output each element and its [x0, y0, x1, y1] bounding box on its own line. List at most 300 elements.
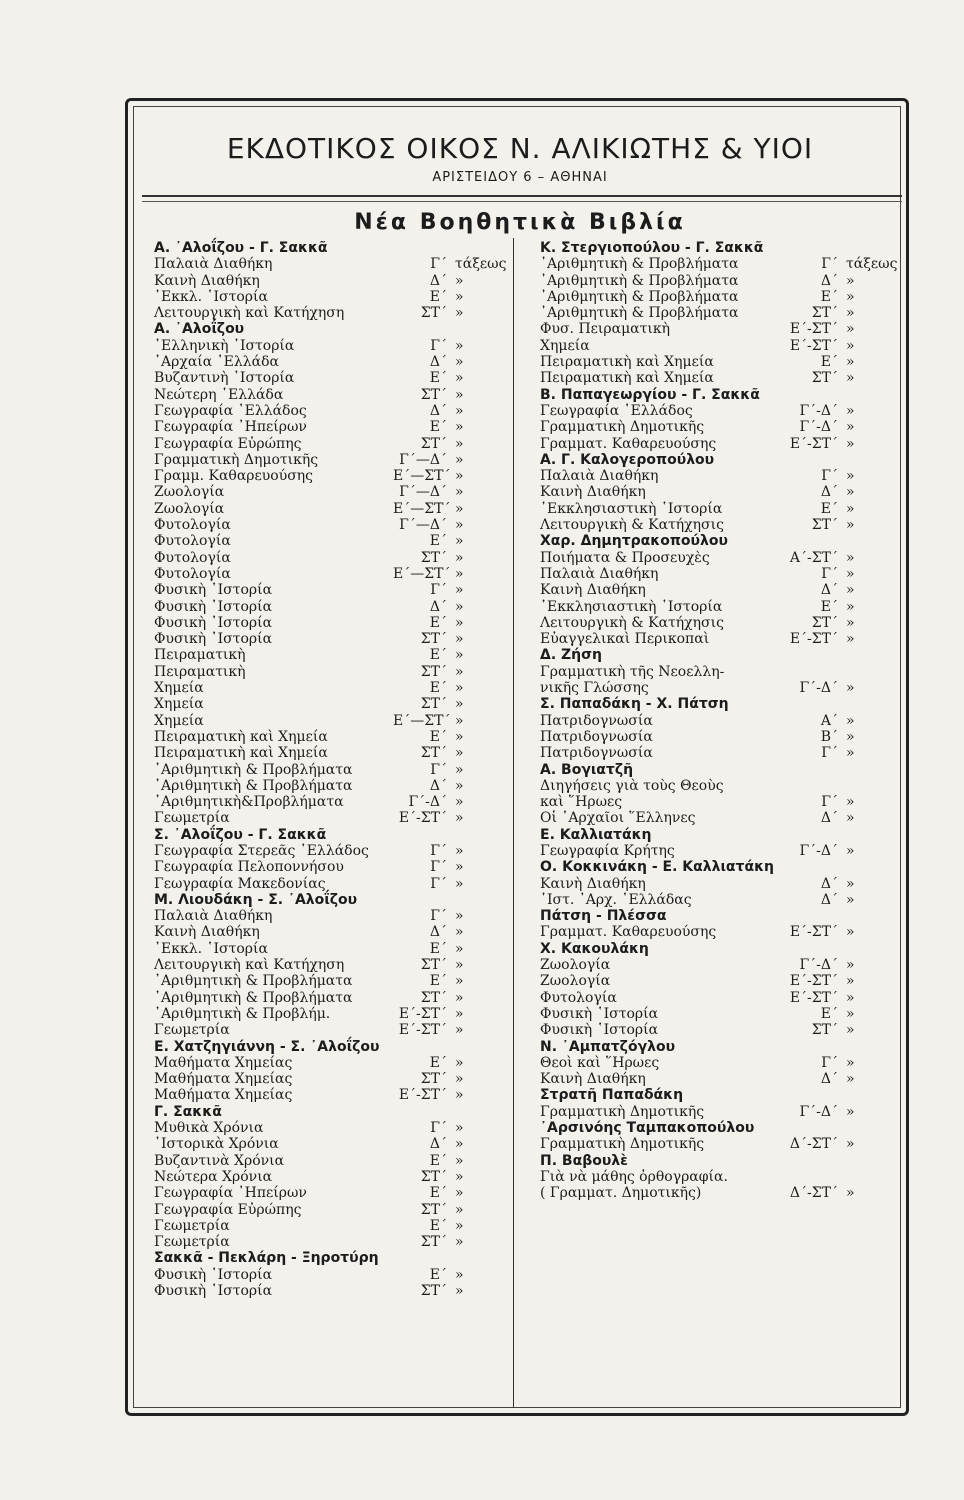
book-grade: ΣΤ΄: [811, 305, 838, 322]
book-grade: ΣΤ΄: [811, 370, 838, 387]
section-author: Α. ᾿Αλοΐζου - Γ. Σακκᾶ: [154, 240, 328, 256]
book-grade: Ε΄: [429, 680, 447, 697]
book-class-mark: »: [455, 777, 464, 794]
book-entry: [154, 1153, 499, 1169]
book-entry: [154, 1169, 499, 1185]
book-title: Γραμματ. Καθαρευούσης: [540, 435, 717, 452]
book-grade: ΣΤ΄: [420, 386, 447, 403]
book-class-mark: »: [846, 1022, 855, 1039]
book-grade: Γ΄: [821, 745, 838, 762]
book-entry: [154, 924, 499, 940]
book-class-mark: »: [455, 370, 464, 387]
book-entry: [154, 370, 499, 386]
book-entry: [540, 403, 890, 419]
book-class-mark: »: [455, 419, 464, 436]
book-title: Γεωμετρία: [154, 1022, 230, 1039]
header-rule-thin: [142, 201, 902, 202]
book-title: ᾿Αριθμητικὴ & Προβλήματα: [154, 761, 353, 778]
book-grade: Α΄: [820, 712, 838, 729]
book-grade: Ε΄-ΣΤ΄: [789, 973, 838, 990]
book-class-mark: »: [455, 696, 464, 713]
book-title: Φυτολογία: [154, 533, 231, 550]
book-class-mark: »: [846, 1071, 855, 1088]
book-title: Βυζαντινὴ ῾Ιστορία: [154, 370, 295, 387]
book-title: Πειραματικὴ: [154, 647, 246, 664]
book-title: καὶ ῞Ηρωες: [540, 794, 623, 811]
book-entry: [540, 664, 890, 680]
book-class-mark: »: [455, 1120, 464, 1137]
book-grade: ΣΤ΄: [420, 305, 447, 322]
book-grade: Ε΄-ΣΤ΄: [789, 337, 838, 354]
book-grade: Ε΄: [429, 940, 447, 957]
book-entry: [154, 1185, 499, 1201]
book-class-mark: »: [455, 402, 464, 419]
book-title: ᾿Εκκλησιαστικὴ ῾Ιστορία: [540, 598, 723, 615]
book-class-mark: »: [455, 272, 464, 289]
left-column: [154, 240, 507, 1299]
book-class-mark: »: [455, 484, 464, 501]
book-entry: [540, 419, 890, 435]
book-title: Γιὰ νὰ μάθης ὀρθογραφία.: [540, 1168, 728, 1185]
book-title: Λειτουργικὴ & Κατήχησις: [540, 517, 724, 534]
book-title: Γεωμετρία: [154, 1234, 230, 1251]
book-entry: [540, 289, 890, 305]
book-title: ῾Ελληνικὴ ῾Ιστορία: [154, 337, 295, 354]
section-author: Ε. Καλλιατάκη: [540, 826, 652, 843]
book-class-mark: »: [846, 1103, 855, 1120]
book-class-mark: »: [455, 663, 464, 680]
book-class-mark: »: [455, 1022, 464, 1039]
book-grade: Ε΄: [820, 288, 838, 305]
book-grade: Ε΄: [820, 354, 838, 371]
book-class-mark: »: [846, 891, 855, 908]
book-title: Φυτολογία: [154, 565, 231, 582]
book-title: Παλαιὰ Διαθήκη: [540, 565, 659, 582]
book-title: Θεοὶ καὶ ῞Ηρωες: [540, 1054, 660, 1071]
book-title: Μυθικὰ Χρόνια: [154, 1120, 264, 1137]
book-grade: Ε΄: [429, 370, 447, 387]
book-class-mark: »: [846, 680, 855, 697]
book-class-mark: »: [455, 957, 464, 974]
book-grade: Δ΄: [429, 777, 447, 794]
section-author: ᾿Αρσινόης Ταμπακοπούλου: [540, 1120, 755, 1137]
book-class-mark: »: [846, 468, 855, 485]
book-grade: Δ΄: [820, 810, 838, 827]
section-author: Μ. Λιουδάκη - Σ. ᾿Αλοΐζου: [154, 891, 358, 908]
book-class-mark: »: [455, 940, 464, 957]
book-title: Ζωολογία: [540, 973, 611, 990]
book-entry: [154, 1120, 499, 1136]
book-grade: Γ΄: [430, 908, 447, 925]
book-title: ( Γραμματ. Δημοτικῆς): [540, 1185, 702, 1202]
book-entry: [540, 321, 890, 337]
section-author: Σ. Παπαδάκη - Χ. Πάτση: [540, 696, 729, 713]
book-title: Μαθήματα Χημείας: [154, 1071, 293, 1088]
book-class-mark: »: [455, 451, 464, 468]
book-class-mark: »: [455, 859, 464, 876]
book-entry: [154, 468, 499, 484]
book-title: Παλαιὰ Διαθήκη: [154, 908, 273, 925]
book-title: Νεώτερη ῾Ελλάδα: [154, 386, 284, 403]
book-class-mark: »: [455, 598, 464, 615]
book-title: Γεωγραφία Μακεδονίας: [154, 875, 326, 892]
book-grade: Ε΄: [820, 598, 838, 615]
book-entry: [154, 990, 499, 1006]
book-class-mark: »: [846, 288, 855, 305]
book-class-mark: »: [455, 1217, 464, 1234]
book-class-mark: »: [455, 1266, 464, 1283]
book-grade: Ε΄-ΣΤ΄: [398, 1005, 447, 1022]
book-title: Φυσικὴ ῾Ιστορία: [154, 1283, 273, 1299]
book-grade: Δ΄-ΣΤ΄: [789, 1185, 838, 1202]
column-divider: [513, 238, 514, 1408]
book-title: Ζωολογία: [540, 957, 611, 974]
book-class-mark: »: [846, 598, 855, 615]
book-title: Χημεία: [154, 712, 204, 729]
book-title: Μαθήματα Χημείας: [154, 1087, 293, 1104]
book-grade: Γ΄—Δ΄: [399, 451, 447, 468]
book-grade: Ε΄: [429, 1217, 447, 1234]
book-title: ᾿Αρχαία ῾Ελλάδα: [154, 354, 279, 371]
book-entry: [154, 273, 499, 289]
book-class-mark: »: [455, 1152, 464, 1169]
book-class-mark: »: [846, 1054, 855, 1071]
book-class-mark: »: [455, 1136, 464, 1153]
page-heading: Νέα Βοηθητικὰ Βιβλία: [354, 210, 686, 235]
book-entry: [154, 452, 499, 468]
book-entry: [154, 354, 499, 370]
book-class-mark: »: [455, 924, 464, 941]
book-title: ᾿Αριθμητικὴ & Προβλήμ.: [154, 1005, 331, 1022]
book-title: Χημεία: [540, 337, 590, 354]
book-entry: [154, 1087, 499, 1103]
book-entry: [540, 1055, 890, 1071]
book-grade: Δ΄: [429, 598, 447, 615]
book-grade: Γ΄: [430, 1120, 447, 1137]
book-grade: Γ΄—Δ΄: [399, 517, 447, 534]
book-entry: [540, 973, 890, 989]
book-grade: ΣΤ΄: [420, 549, 447, 566]
book-title: Καινὴ Διαθήκη: [540, 484, 646, 501]
book-entry: [154, 1218, 499, 1234]
book-grade: Δ΄: [820, 1071, 838, 1088]
section-author: Ο. Κοκκινάκη - Ε. Καλλιατάκη: [540, 859, 775, 876]
book-entry: [540, 713, 890, 729]
book-entry: [154, 794, 499, 810]
book-grade: Ε΄-ΣΤ΄: [789, 321, 838, 338]
book-grade: ΣΤ΄: [420, 663, 447, 680]
book-title: ῾Ιστ. ᾿Αρχ. ῾Ελλάδας: [540, 891, 692, 908]
book-title: νικῆς Γλώσσης: [540, 680, 649, 697]
book-class-mark: »: [846, 321, 855, 338]
book-class-mark: »: [846, 1136, 855, 1153]
book-grade: Ε΄—ΣΤ΄: [393, 468, 451, 485]
book-class-mark: »: [846, 794, 855, 811]
book-class-mark: »: [455, 842, 464, 859]
book-entry: [540, 778, 890, 794]
book-class-mark: »: [455, 1201, 464, 1218]
book-grade: Δ΄-ΣΤ΄: [789, 1136, 838, 1153]
book-class-mark: »: [455, 1234, 464, 1251]
book-title: Καινὴ Διαθήκη: [154, 272, 260, 289]
header-rule: [142, 195, 902, 197]
book-entry: [540, 273, 890, 289]
section-author: Πάτση - Πλέσσα: [540, 908, 667, 925]
book-grade: ΣΤ΄: [420, 1201, 447, 1218]
book-grade: Ε΄—ΣΤ΄: [393, 712, 451, 729]
book-entry: [540, 484, 890, 500]
section-author: Χ. Κακουλάκη: [540, 940, 649, 957]
book-title: ᾿Εκκλησιαστικὴ ῾Ιστορία: [540, 500, 723, 517]
book-class-mark: »: [455, 549, 464, 566]
book-entry: [154, 1071, 499, 1087]
book-title: ᾿Αριθμητικὴ & Προβλήματα: [540, 288, 739, 305]
book-title: ᾿Αριθμητικὴ&Προβλήματα: [154, 794, 344, 811]
book-class-mark: »: [455, 794, 464, 811]
book-title: Πειραματικὴ καὶ Χημεία: [154, 728, 328, 745]
book-title: Λειτουργικὴ καὶ Κατήχηση: [154, 957, 345, 974]
book-class-mark: »: [846, 565, 855, 582]
book-grade: Ε΄-ΣΤ΄: [789, 924, 838, 941]
book-title: Γραμματικὴ τῆς Νεοελλη-: [540, 663, 725, 680]
book-title: Καινὴ Διαθήκη: [154, 924, 260, 941]
book-entry: [154, 1267, 499, 1283]
book-class-mark: τάξεως: [846, 256, 898, 273]
book-title: Πειραματικὴ καὶ Χημεία: [540, 370, 714, 387]
book-grade: ΣΤ΄: [811, 517, 838, 534]
book-title: Γεωγραφία ᾿Ηπείρων: [154, 1185, 307, 1202]
book-entry: [154, 1234, 499, 1250]
book-title: Γεωμετρία: [154, 1217, 230, 1234]
book-entry: [154, 859, 499, 875]
book-title: Φυσικὴ ῾Ιστορία: [154, 631, 273, 648]
book-title: Χημεία: [154, 696, 204, 713]
book-entry: [540, 1022, 890, 1038]
book-grade: Γ΄: [821, 794, 838, 811]
book-entry: [154, 338, 499, 354]
book-class-mark: »: [846, 745, 855, 762]
book-entry: [154, 1202, 499, 1218]
book-entry: [154, 713, 499, 729]
book-title: Νεώτερα Χρόνια: [154, 1168, 273, 1185]
book-title: Πατριδογνωσία: [540, 728, 653, 745]
book-class-mark: »: [846, 305, 855, 322]
book-entry: [540, 1104, 890, 1120]
book-entry: [540, 517, 890, 533]
book-title: Πατριδογνωσία: [540, 745, 653, 762]
book-grade: Γ΄: [430, 582, 447, 599]
book-entry: [154, 696, 499, 712]
book-grade: Γ΄-Δ΄: [799, 680, 838, 697]
book-class-mark: »: [455, 337, 464, 354]
book-class-mark: »: [455, 435, 464, 452]
book-grade: Γ΄-Δ΄: [799, 842, 838, 859]
book-entry: [154, 599, 499, 615]
book-grade: Ε΄: [429, 419, 447, 436]
book-class-mark: »: [846, 354, 855, 371]
book-class-mark: »: [846, 500, 855, 517]
book-grade: Ε΄-ΣΤ΄: [789, 435, 838, 452]
book-class-mark: »: [455, 614, 464, 631]
book-class-mark: »: [846, 582, 855, 599]
book-entry: [154, 501, 499, 517]
book-grade: Ε΄: [429, 533, 447, 550]
book-entry: [540, 370, 890, 386]
book-title: ᾿Εκκλ. ῾Ιστορία: [154, 940, 268, 957]
book-entry: [154, 908, 499, 924]
book-entry: [154, 484, 499, 500]
book-entry: [540, 501, 890, 517]
book-entry: [540, 599, 890, 615]
book-entry: [540, 436, 890, 452]
book-class-mark: »: [455, 288, 464, 305]
book-entry: [540, 957, 890, 973]
book-grade: Γ΄-Δ΄: [799, 419, 838, 436]
book-title: Διηγήσεις γιὰ τοὺς Θεοὺς: [540, 777, 724, 794]
book-grade: [784, 664, 846, 680]
book-class-mark: »: [846, 1005, 855, 1022]
right-column: [540, 240, 898, 1202]
book-grade: Ε΄: [429, 728, 447, 745]
book-entry: [540, 550, 890, 566]
book-class-mark: »: [846, 631, 855, 648]
book-class-mark: »: [846, 973, 855, 990]
section-author: Στρατῆ Παπαδάκη: [540, 1087, 684, 1104]
book-title: Γεωγραφία ῾Ελλάδος: [540, 402, 693, 419]
book-class-mark: »: [455, 1185, 464, 1202]
book-grade: Δ΄: [429, 402, 447, 419]
book-class-mark: »: [455, 500, 464, 517]
book-title: ᾿Αριθμητικὴ & Προβλήματα: [154, 973, 353, 990]
book-title: Ποιήματα & Προσευχὲς: [540, 549, 710, 566]
book-grade: Ε΄: [429, 647, 447, 664]
book-class-mark: »: [846, 957, 855, 974]
book-grade: Ε΄—ΣΤ΄: [393, 565, 451, 582]
book-class-mark: »: [455, 647, 464, 664]
book-title: Καινὴ Διαθήκη: [540, 582, 646, 599]
book-grade: Γ΄-Δ΄: [799, 1103, 838, 1120]
section-author: Ε. Χατζηγιάννη - Σ. ᾿Αλοΐζου: [154, 1038, 380, 1055]
book-title: Φυτολογία: [540, 989, 617, 1006]
book-entry: [154, 289, 499, 305]
book-class-mark: »: [455, 908, 464, 925]
book-entry: [154, 419, 499, 435]
book-entry: [154, 550, 499, 566]
book-class-mark: »: [455, 761, 464, 778]
book-title: Φυσικὴ ῾Ιστορία: [154, 1266, 273, 1283]
book-class-mark: [846, 664, 890, 680]
book-entry: [154, 729, 499, 745]
section-author: Ν. ᾿Αμπατζόγλου: [540, 1038, 676, 1055]
book-grade: Γ΄: [821, 468, 838, 485]
book-entry: [154, 647, 499, 663]
book-grade: Ε΄: [429, 288, 447, 305]
book-entry: [540, 1185, 890, 1201]
book-class-mark: »: [846, 419, 855, 436]
book-class-mark: »: [846, 370, 855, 387]
book-entry: [540, 729, 890, 745]
book-entry: [540, 566, 890, 582]
book-title: Γραμματικὴ Δημοτικῆς: [154, 451, 319, 468]
book-class-mark: »: [846, 272, 855, 289]
book-title: ῾Ιστορικὰ Χρόνια: [154, 1136, 279, 1153]
book-title: Φυσικὴ ῾Ιστορία: [540, 1022, 659, 1039]
book-grade: ΣΤ΄: [811, 1022, 838, 1039]
book-grade: Δ΄: [429, 924, 447, 941]
book-class-mark: »: [455, 712, 464, 729]
book-class-mark: »: [846, 517, 855, 534]
publisher-name: ΕΚΔΟΤΙΚΟΣ ΟΙΚΟΣ Ν. ΑΛΙΚΙΩΤΗΣ & ΥΙΟΙ: [226, 132, 814, 165]
section-author: Χαρ. Δημητρακοπούλου: [540, 533, 728, 550]
book-grade: Ε΄: [820, 1005, 838, 1022]
book-grade: ΣΤ΄: [420, 745, 447, 762]
book-entry: [154, 810, 499, 826]
book-title: Οἱ ᾿Αρχαῖοι ῞Ελληνες: [540, 810, 696, 827]
book-entry: [540, 256, 898, 273]
book-entry: [154, 1055, 499, 1071]
book-grade: Γ΄: [430, 859, 447, 876]
book-entry: [540, 924, 890, 940]
book-entry: [540, 1169, 890, 1185]
book-class-mark: »: [455, 1005, 464, 1022]
book-entry: [154, 876, 499, 892]
book-entry: [540, 1136, 890, 1152]
book-title: ᾿Αριθμητικὴ & Προβλήματα: [540, 305, 739, 322]
book-class-mark: »: [846, 842, 855, 859]
book-entry: [540, 810, 890, 826]
book-grade: Ε΄: [429, 1266, 447, 1283]
book-grade: Γ΄: [430, 337, 447, 354]
book-grade: Γ΄: [821, 256, 838, 273]
book-grade: Δ΄: [820, 875, 838, 892]
book-title: Φυσικὴ ῾Ιστορία: [154, 614, 273, 631]
book-entry: [540, 745, 890, 761]
book-grade: Ε΄-ΣΤ΄: [398, 1022, 447, 1039]
book-grade: ΣΤ΄: [420, 435, 447, 452]
book-title: Φυσ. Πειραματικὴ: [540, 321, 671, 338]
book-class-mark: »: [455, 1087, 464, 1104]
book-title: Γραμματ. Καθαρευούσης: [540, 924, 717, 941]
book-entry: [154, 778, 499, 794]
book-entry: [154, 1136, 499, 1152]
book-grade: ΣΤ΄: [420, 989, 447, 1006]
book-grade: ΣΤ΄: [420, 1071, 447, 1088]
book-class-mark: »: [846, 728, 855, 745]
book-grade: Ε΄-ΣΤ΄: [789, 631, 838, 648]
book-entry: [540, 680, 890, 696]
section-author: Δ. Ζήση: [540, 647, 603, 664]
book-class-mark: »: [455, 1071, 464, 1088]
book-entry: [540, 305, 890, 321]
book-entry: [540, 615, 890, 631]
book-class-mark: »: [455, 386, 464, 403]
book-title: Γραμματικὴ Δημοτικῆς: [540, 419, 705, 436]
book-grade: Γ΄-Δ΄: [799, 957, 838, 974]
book-title: Φυτολογία: [154, 517, 231, 534]
book-grade: Δ΄: [820, 891, 838, 908]
book-entry: [540, 876, 890, 892]
book-title: Πειραματικὴ καὶ Χημεία: [540, 354, 714, 371]
section-author: Π. Βαβουλὲ: [540, 1152, 628, 1169]
book-entry: [154, 436, 499, 452]
book-grade: Γ΄: [430, 256, 447, 273]
book-grade: [784, 778, 846, 794]
book-entry: [154, 517, 499, 533]
book-entry: [154, 957, 499, 973]
book-grade: ΣΤ΄: [420, 696, 447, 713]
book-entry: [154, 941, 499, 957]
book-class-mark: »: [846, 435, 855, 452]
